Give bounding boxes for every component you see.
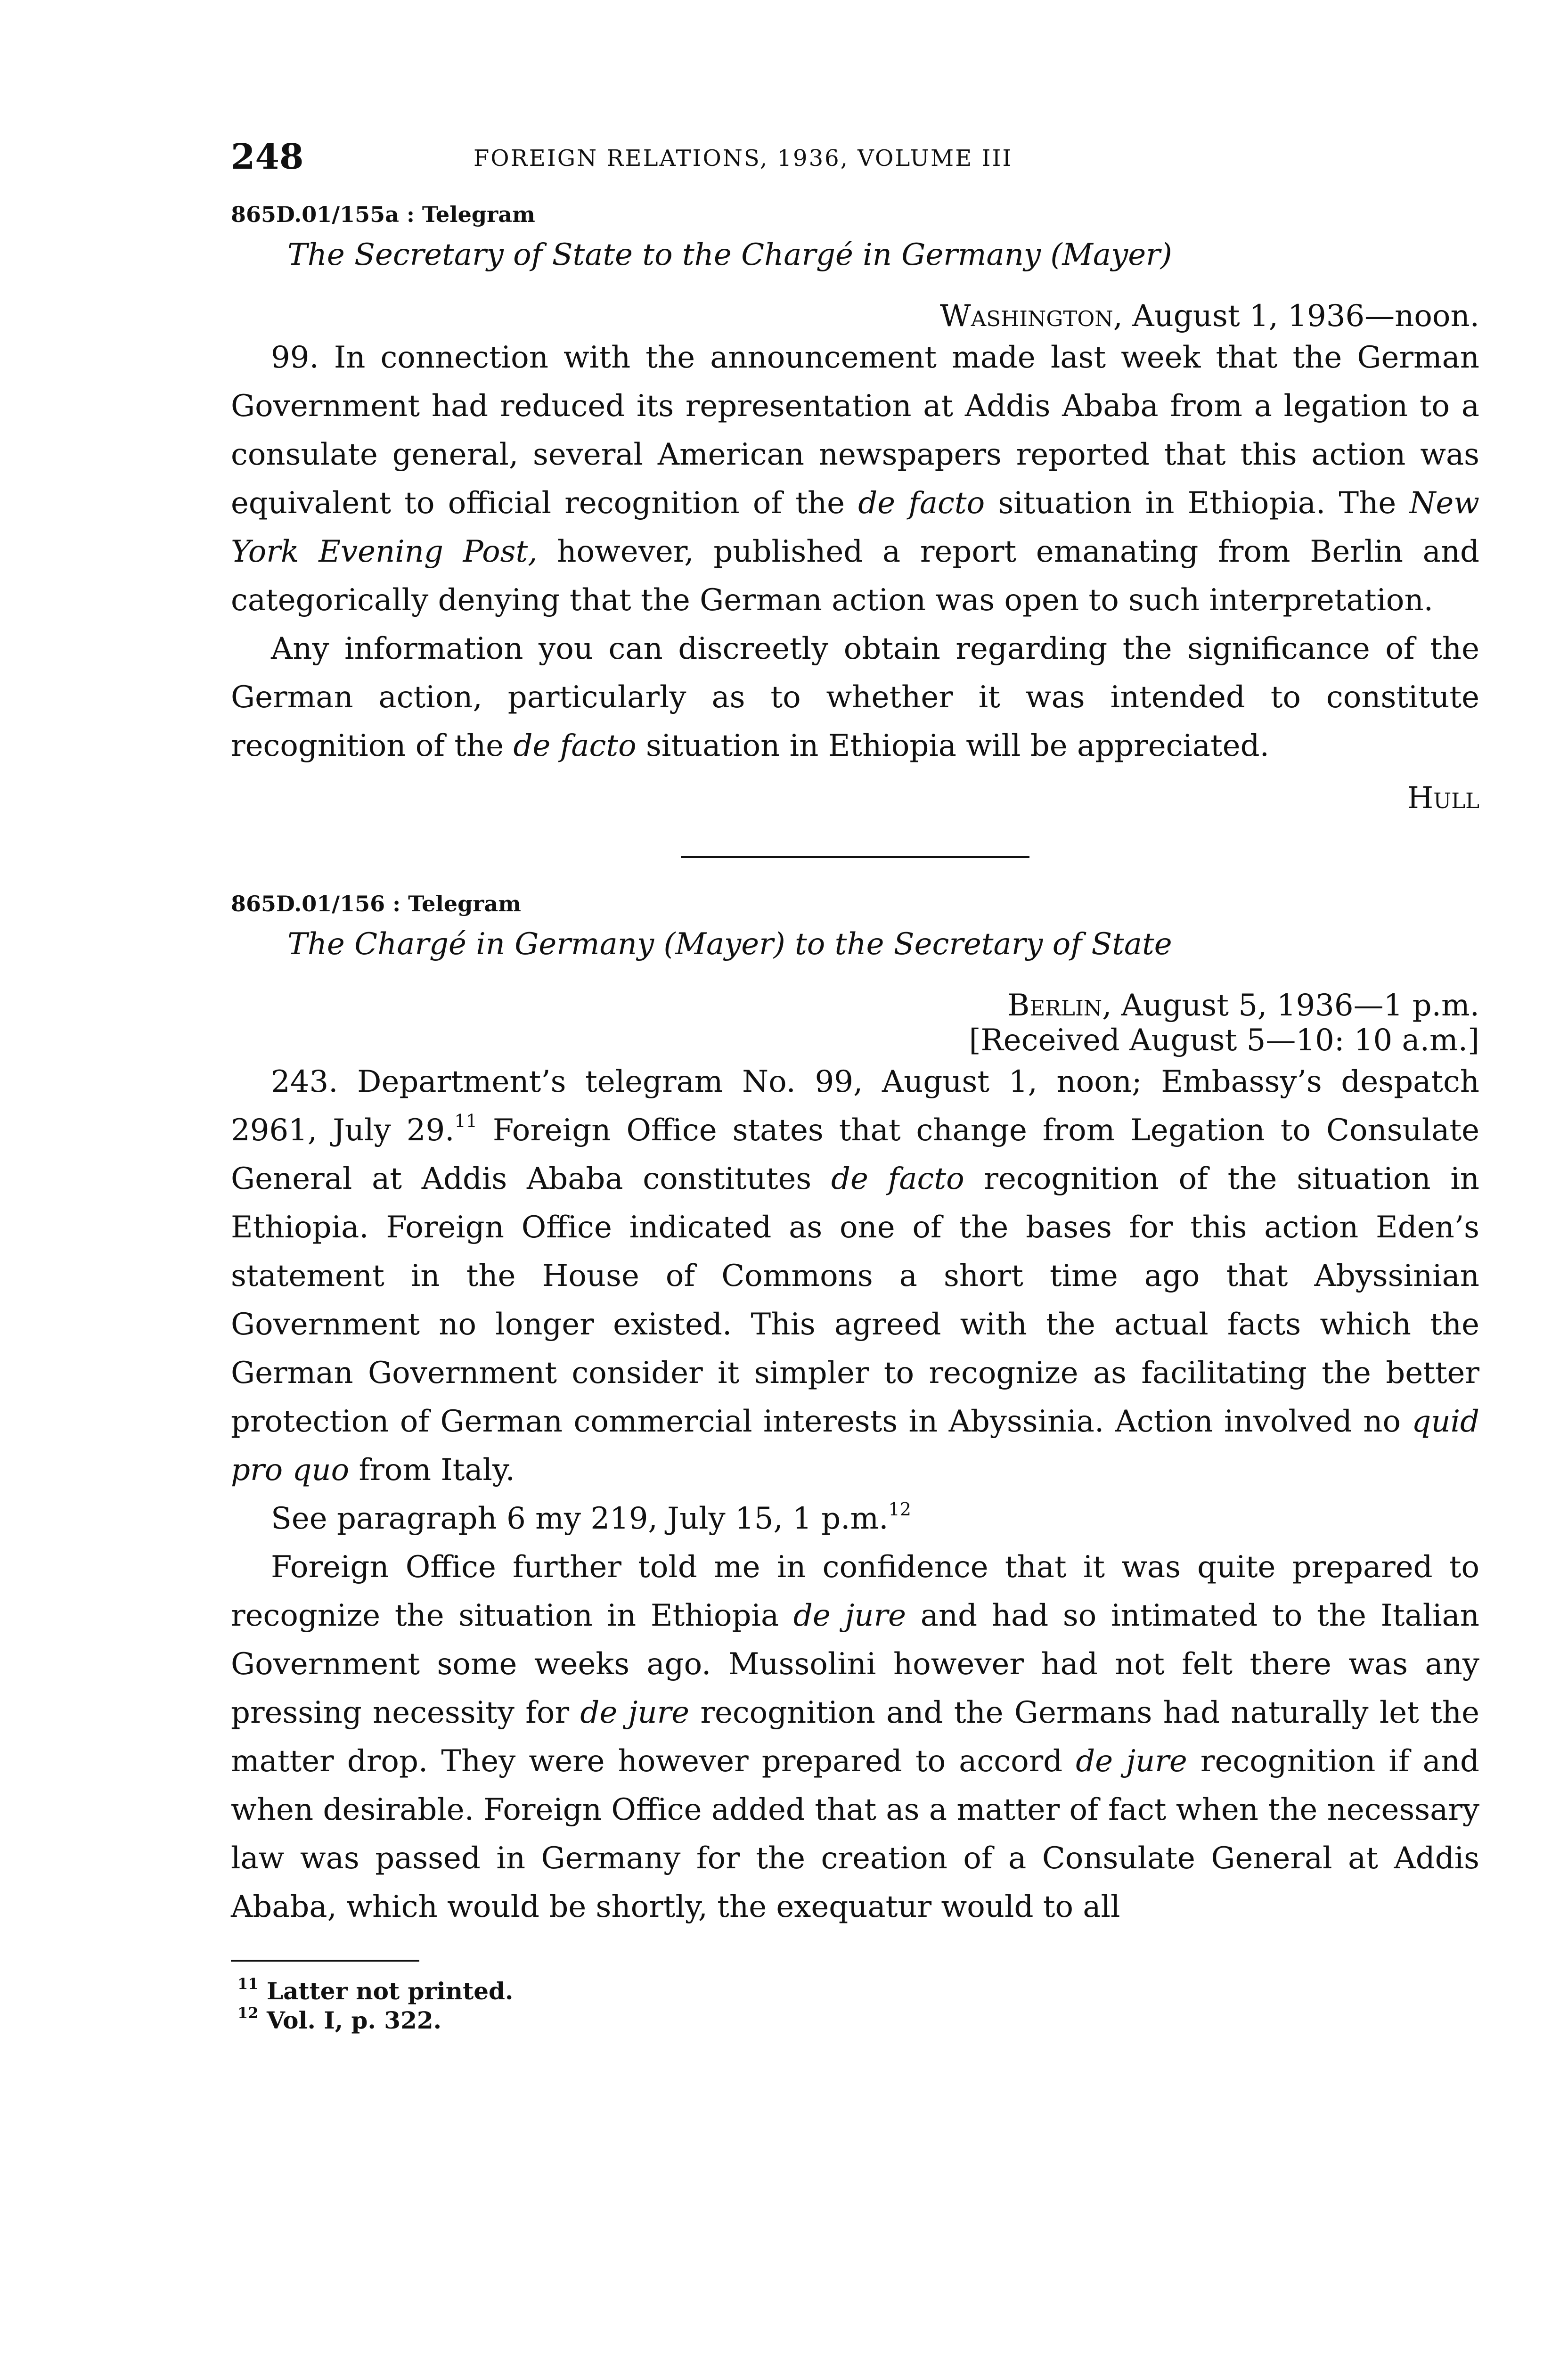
body-paragraph (231, 1058, 1479, 1495)
file-number: 865D.01/156 : Telegram (231, 891, 521, 916)
text-run: from Italy. (349, 1453, 515, 1488)
italic-text: de facto (858, 486, 985, 521)
page-number: 248 (231, 137, 304, 177)
received-note: [Received August 5—10: 10 a.m.] (969, 1023, 1479, 1058)
footnote (237, 2006, 1479, 2035)
running-head-title: FOREIGN RELATIONS, 1936, VOLUME III (474, 145, 1013, 172)
dateline (231, 988, 1479, 1023)
text-run: recognition and the Germans had naturally let the matter drop. They were however prepared to accord (231, 1695, 1480, 1779)
footnote-number: 12 (237, 2004, 259, 2022)
text-run: Any information you can discreetly obtain regarding the significance of the German action, particularly as to whether it was intended to constitute recognition of the (231, 631, 1479, 763)
body-paragraph (231, 1495, 1479, 1543)
document-title: The Secretary of State to the Chargé in Germany (Mayer) (287, 237, 1172, 272)
footnote-divider (231, 1960, 419, 1962)
text-run: Foreign Office states that change from Legation to Consulate General at Addis Ababa constitutes (231, 1113, 1480, 1196)
text-run: situation in Ethiopia will be appreciated. (636, 728, 1269, 763)
footnote-number: 11 (237, 1975, 259, 1993)
text-run: however, published a report emanating from Berlin and categorically denying that the German action was open to such interpretation. (231, 534, 1480, 618)
dateline (231, 299, 1479, 334)
text-run: recognition if and when desirable. Foreign Office added that as a matter of fact when the necessary law was passed in Germany for the creation of a Consulate General at Addis Ababa, which would be shortly, the exequatur would to all (231, 1744, 1480, 1924)
document-section-1 (231, 202, 1479, 816)
footnotes (231, 1977, 1479, 2035)
footnote-text: Latter not printed. (266, 1977, 514, 2005)
document-title: The Chargé in Germany (Mayer) to the Secretary of State (287, 927, 1172, 962)
file-number: 865D.01/155a : Telegram (231, 202, 535, 227)
signature: Hull (1407, 781, 1479, 816)
body-paragraph (231, 334, 1479, 625)
footnote-ref: 12 (888, 1498, 911, 1520)
footnote (237, 1977, 1479, 2006)
running-head (231, 137, 1479, 184)
italic-text: de facto (831, 1162, 964, 1196)
body-paragraph (231, 1543, 1479, 1931)
text-run: 99. In connection with the announcement made last week that the German Government had reduced its representation at Addis Ababa from a legation to a consulate general, several American newspapers reported that this action was equivalent to official recognition of the (231, 340, 1479, 521)
text-run: recognition of the situation in Ethiopia. Foreign Office indicated as one of the bases for this action Eden’s statement in the House of Commons a short time ago that Abyssinian Government no longer existed. This agreed with the actual facts which the German Government consider it simpler to recognize as facilitating the better protection of German commercial interests in Abyssinia. Action involved no (231, 1162, 1479, 1439)
italic-text: de jure (580, 1695, 690, 1730)
body-paragraph (231, 625, 1479, 770)
section-divider (681, 856, 1029, 858)
text-run: and had so intimated to the Italian Government some weeks ago. Mussolini however had not felt there was any pressing necessity for (231, 1598, 1480, 1730)
text-run: 243. Department’s telegram No. 99, August 1, noon; Embassy’s despatch 2961, July 29. (231, 1064, 1479, 1148)
dateline-place: Berlin (1007, 988, 1102, 1023)
italic-text: quid pro quo (231, 1404, 1479, 1488)
text-run: See paragraph 6 my 219, July 15, 1 p.m. (271, 1501, 889, 1536)
document-page (231, 137, 1479, 2035)
footnote-ref: 11 (454, 1110, 477, 1131)
italic-text: de jure (1076, 1744, 1187, 1779)
dateline-date: , August 5, 1936—1 p.m. (1102, 988, 1479, 1023)
text-run: situation in Ethiopia. The (985, 486, 1410, 521)
footnote-text: Vol. I, p. 322. (266, 2006, 442, 2034)
text-run: Foreign Office further told me in confidence that it was quite prepared to recognize the situation in Ethiopia (231, 1550, 1479, 1633)
italic-text: de jure (793, 1598, 906, 1633)
italic-text: New York Evening Post, (231, 486, 1480, 569)
document-section-2 (231, 891, 1479, 1931)
dateline-place: Washington (939, 299, 1113, 334)
italic-text: de facto (513, 728, 637, 763)
dateline-date: , August 1, 1936—noon. (1113, 299, 1479, 334)
